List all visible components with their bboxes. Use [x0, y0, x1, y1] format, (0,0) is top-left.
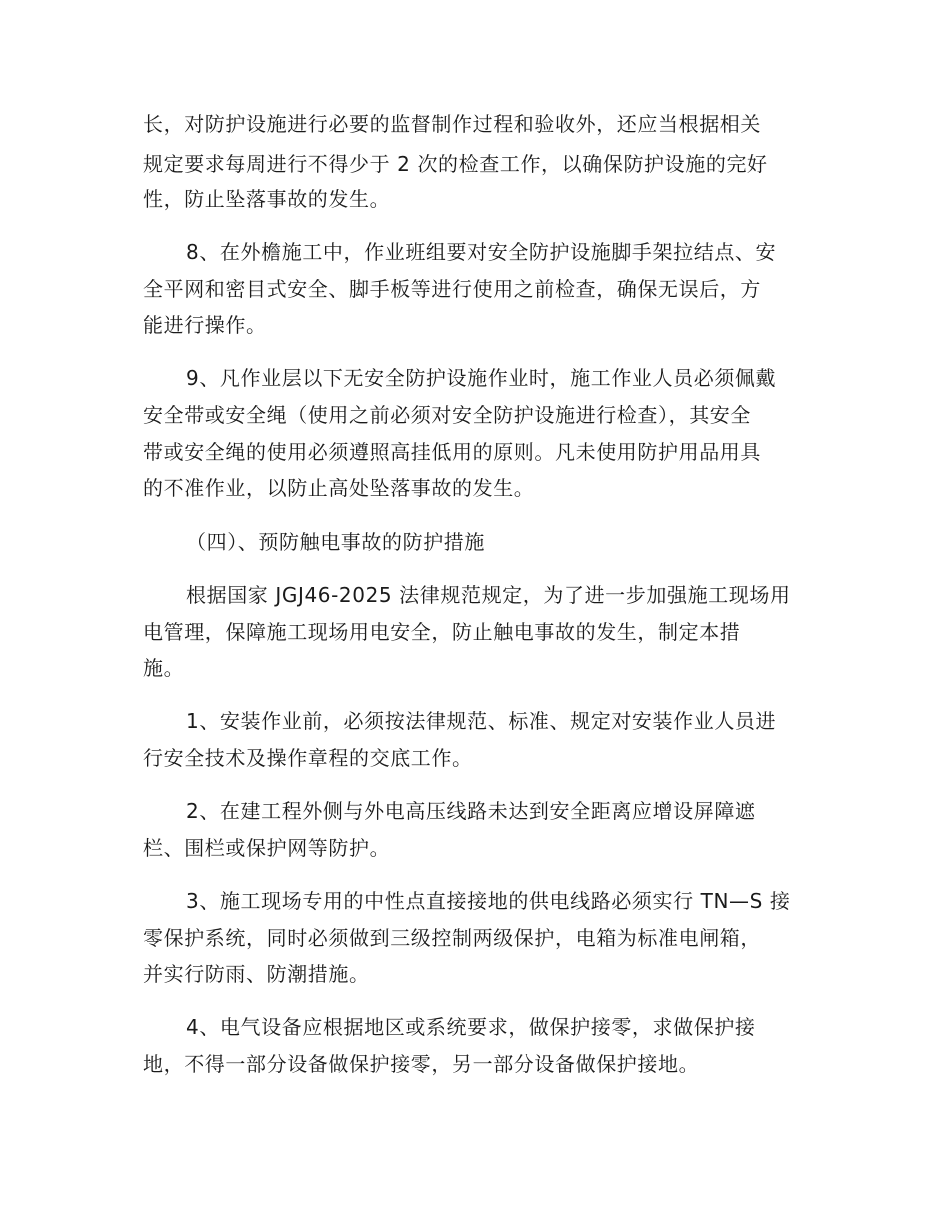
paragraph-line: 根据国家 JGJ46-2025 法律规范规定，为了进一步加强施工现场用: [186, 583, 791, 607]
paragraph-line: 行安全技术及操作章程的交底工作。: [143, 746, 473, 770]
paragraph-line: 能进行操作。: [143, 313, 267, 337]
paragraph-line: 的不准作业，以防止高处坠落事故的发生。: [143, 476, 535, 500]
paragraph-line: 2、在建工程外侧与外电高压线路未达到安全距离应增设屏障遮: [186, 799, 756, 823]
paragraph-line: 地，不得一部分设备做保护接零，另一部分设备做保护接地。: [143, 1052, 700, 1076]
paragraph-line: 并实行防雨、防潮措施。: [143, 962, 370, 986]
section-heading: （四）、预防触电事故的防护措施: [186, 530, 485, 554]
paragraph-line: 9、凡作业层以下无安全防护设施作业时，施工作业人员必须佩戴: [186, 366, 777, 390]
paragraph-line: 零保护系统，同时必须做到三级控制两级保护，电箱为标准电闸箱，: [143, 926, 761, 950]
paragraph-line: 安全带或安全绳（使用之前必须对安全防护设施进行检查），其安全: [143, 403, 751, 427]
paragraph-line: 电管理，保障施工现场用电安全，防止触电事故的发生，制定本措: [143, 620, 741, 644]
paragraph-line: 规定要求每周进行不得少于 2 次的检查工作，以确保防护设施的完好: [143, 152, 768, 176]
paragraph-line: 3、施工现场专用的中性点直接接地的供电线路必须实行 TN—S 接: [186, 889, 791, 913]
paragraph-line: 栏、围栏或保护网等防护。: [143, 836, 391, 860]
paragraph-line: 长，对防护设施进行必要的监督制作过程和验收外，还应当根据相关: [143, 112, 761, 136]
paragraph-line: 性，防止坠落事故的发生。: [143, 187, 391, 211]
paragraph-line: 1、安装作业前，必须按法律规范、标准、规定对安装作业人员进: [186, 709, 777, 733]
paragraph-line: 带或安全绳的使用必须遵照高挂低用的原则。凡未使用防护用品用具: [143, 440, 761, 464]
paragraph-line: 全平网和密目式安全、脚手板等进行使用之前检查，确保无误后，方: [143, 277, 761, 301]
paragraph-line: 施。: [143, 656, 185, 680]
paragraph-line: 4、电气设备应根据地区或系统要求，做保护接零，求做保护接: [186, 1015, 756, 1039]
paragraph-line: 8、在外檐施工中，作业班组要对安全防护设施脚手架拉结点、安: [186, 240, 777, 264]
